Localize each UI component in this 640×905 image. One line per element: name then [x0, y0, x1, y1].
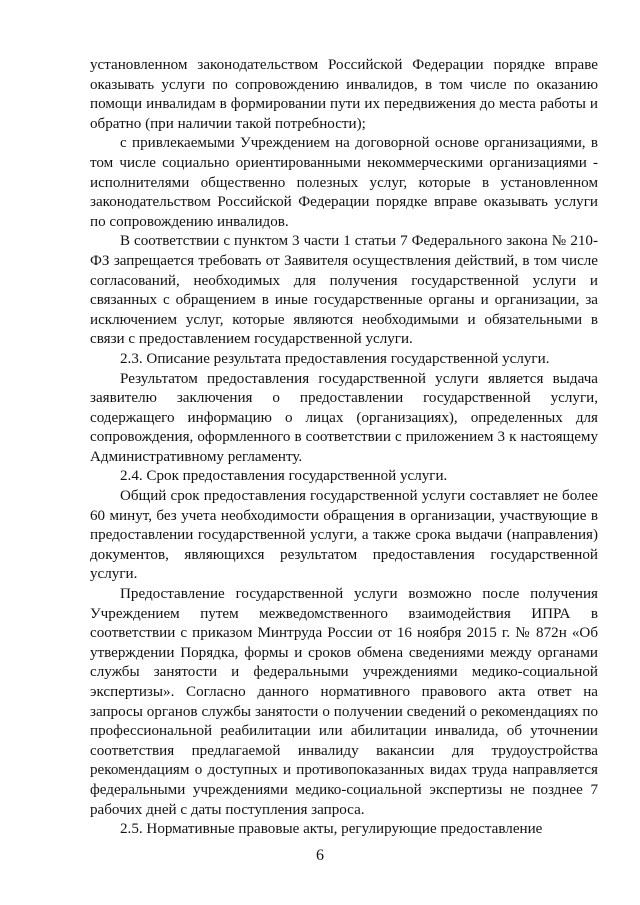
section-heading-2-5: 2.5. Нормативные правовые акты, регулирующие предоставление	[120, 821, 543, 838]
section-heading-2-3: 2.3. Описание результата предоставления государственной услуги.	[120, 350, 550, 367]
page-number: 6	[316, 847, 324, 864]
paragraph-continuation: установленном законодательством Российской Федерации порядке вправе оказывать услуги по сопровождению инвалидов, в том числе по оказанию помощи инвалидам в формировании пути их передвижения до места работы и обратно (при наличии такой потребности);	[90, 57, 598, 132]
paragraph-service-term: Общий срок предоставления государственной услуги составляет не более 60 минут, без учета необходимости обращения в организации, участвующие в предоставлении государственной услуги, а также срока выдачи (направления) документов, являющихся результатом предоставления государственной услуги.	[90, 488, 598, 583]
paragraph-service-result: Результатом предоставления государственной услуги является выдача заявителю заключения о предоставлении государственной услуги, содержащего информацию о лицах (организациях), определенных для сопровождения, оформленного в соответствии с приложением 3 к настоящему Административному регламенту.	[90, 370, 598, 465]
paragraph-contracted-organizations: с привлекаемыми Учреждением на договорной основе организациями, в том числе социально ориентированными некоммерческими организациями - исполнителями общественно полезных услуг, которые в установленном законодательством Российской Федерации порядке вправе оказывать услуги по сопровождению инвалидов.	[90, 135, 598, 230]
document-page	[90, 56, 598, 856]
paragraph-ipra-interaction: Предоставление государственной услуги возможно после получения Учреждением путем межведомственного взаимодействия ИПРА в соответствии с приказом Минтруда России от 16 ноября 2015 г. № 872н «Об утверждении Порядка, формы и сроков обмена сведениями между органами службы занятости и федеральными учреждениями медико-социальной экспертизы». Согласно данного нормативного правового акта ответ на запросы органов службы занятости о получении сведений о рекомендациях по профессиональной реабилитации или абилитации инвалида, об уточнении соответствия предлагаемой инвалиду вакансии для трудоустройства рекомендациям о доступных и противопоказанных видах труда направляется федеральными учреждениями медико-социальной экспертизы не позднее 7 рабочих дней с даты поступления запроса.	[90, 586, 598, 818]
paragraph-law-210-fz: В соответствии с пунктом 3 части 1 статьи 7 Федерального закона № 210-ФЗ запрещается требовать от Заявителя осуществления действий, в том числе согласований, необходимых для получения государственной услуги и связанных с обращением в иные государственные органы и организации, за исключением услуг, которые являются необходимыми и обязательными в связи с предоставлением государственной услуги.	[90, 233, 598, 348]
section-heading-2-4: 2.4. Срок предоставления государственной услуги.	[120, 468, 448, 485]
